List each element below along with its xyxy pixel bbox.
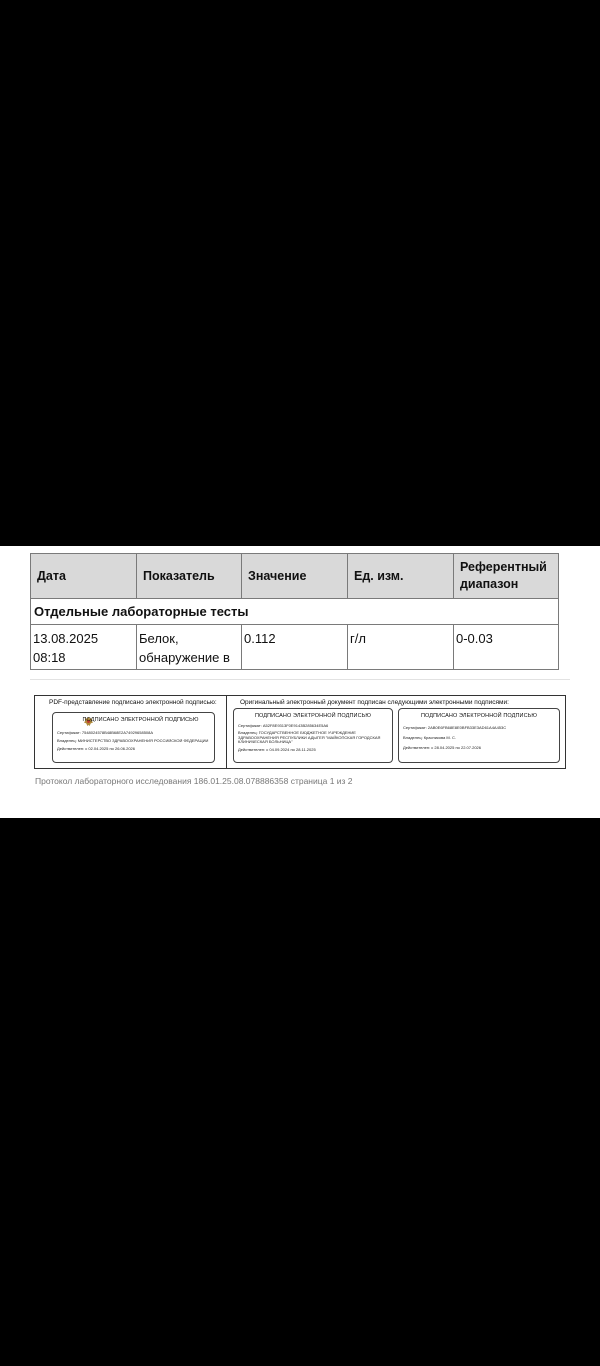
signature-stamp-ministry [52, 712, 215, 763]
stamp-title: ПОДПИСАНО ЭЛЕКТРОННОЙ ПОДПИСЬЮ [82, 717, 199, 723]
pdf-signature-heading: PDF-представление подписано электронной подписью: [49, 699, 217, 706]
stamp-owner: Владелец: МИНИСТЕРСТВО ЗДРАВООХРАНЕНИЯ РОССИЙСКОЙ ФЕДЕРАЦИИ [57, 739, 209, 743]
cell-indicator: Белок, обнаружение в [137, 625, 242, 670]
stamp-certificate: Сертификат: 2AB0E6FB68E8E0BFB33E3AD61A4A453C [403, 726, 507, 730]
stamp-title: ПОДПИСАНО ЭЛЕКТРОННОЙ ПОДПИСЬЮ [254, 713, 372, 719]
header-value: Значение [242, 554, 348, 599]
lab-results-table [30, 553, 559, 670]
signature-block [34, 695, 566, 769]
cell-date: 13.08.2025 08:18 [31, 625, 137, 670]
cell-reference-range: 0-0.03 [454, 625, 559, 670]
stamp-owner: Владелец: ГОСУДАРСТВЕННОЕ БЮДЖЕТНОЕ УЧРЕЖДЕНИЕ ЗДРАВООХРАНЕНИЯ РЕСПУБЛИКИ АДЫГЕЯ "МАЙКОПСКАЯ ГОРОДСКАЯ КЛИНИЧЕСКАЯ БОЛЬНИЦА" [238, 731, 381, 745]
original-signature-heading: Оригинальный электронный документ подписан следующими электронными подписями: [240, 699, 509, 706]
stamp-validity: Действителен: с 02.04.2025 по 26.06.2026 [57, 747, 135, 751]
stamp-certificate: Сертификат: 7548024578B48B68E2A74929658508A [57, 731, 154, 735]
table-header-row [31, 554, 559, 599]
stamp-validity: Действителен: с 28.04.2025 по 22.07.2026 [403, 746, 481, 750]
stamp-certificate: Сертификат: A52F8E9313F0E9143B285634E5A6 [238, 724, 329, 728]
table-row [31, 625, 559, 670]
section-row [31, 599, 559, 625]
document-page [0, 546, 600, 818]
header-date: Дата [31, 554, 137, 599]
cell-unit: г/л [348, 625, 454, 670]
cell-value: 0.112 [242, 625, 348, 670]
page-divider [30, 679, 570, 680]
stamp-validity: Действителен: с 04.09.2024 по 28.11.2025 [238, 748, 316, 752]
protocol-footer: Протокол лабораторного исследования 186.01.25.08.078886358 страница 1 из 2 [35, 776, 353, 786]
header-unit: Ед. изм. [348, 554, 454, 599]
stamp-owner: Владелец: Красникова М. С. [403, 736, 456, 740]
signature-stamp-person [398, 708, 560, 763]
stamp-title: ПОДПИСАНО ЭЛЕКТРОННОЙ ПОДПИСЬЮ [420, 713, 538, 719]
signature-stamp-hospital [233, 708, 393, 763]
header-indicator: Показатель [137, 554, 242, 599]
section-title: Отдельные лабораторные тесты [31, 599, 559, 625]
signature-separator [226, 696, 227, 768]
header-reference-range: Референтный диапазон [454, 554, 559, 599]
